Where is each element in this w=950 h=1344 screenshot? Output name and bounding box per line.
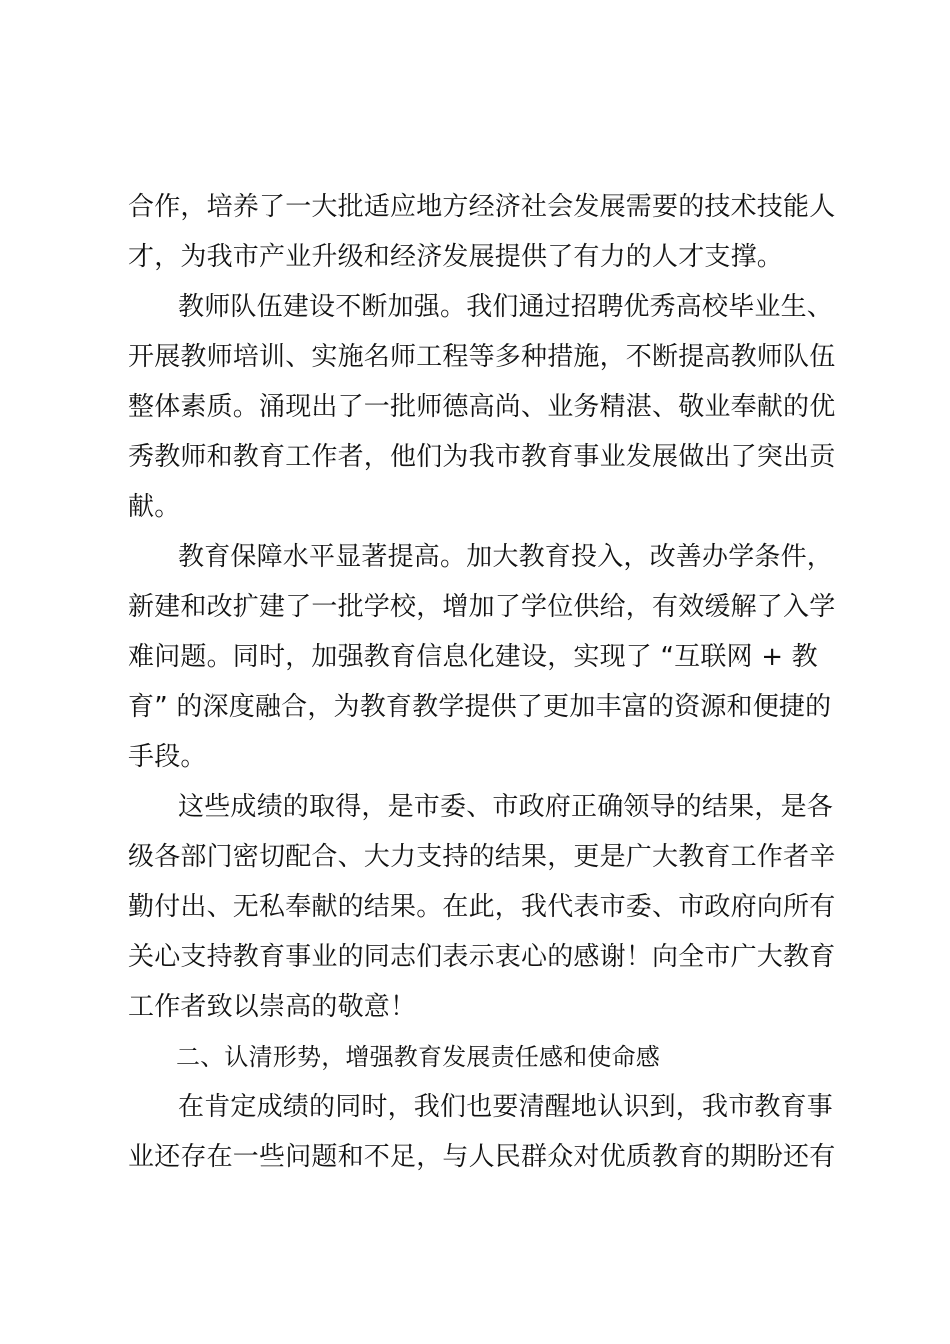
paragraph-start-line: 在肯定成绩的同时，我们也要清醒地认识到，我市教育事 xyxy=(178,1092,834,1122)
text-line: 级各部门密切配合、大力支持的结果，更是广大教育工作者辛 xyxy=(128,842,836,872)
text-line: 整体素质。涌现出了一批师德高尚、业务精湛、敬业奉献的优 xyxy=(128,392,836,422)
text-line: 业还存在一些问题和不足，与人民群众对优质教育的期盼还有 xyxy=(128,1142,836,1172)
text-line: 手段。 xyxy=(128,742,207,772)
text-line: 开展教师培训、实施名师工程等多种措施，不断提高教师队伍 xyxy=(128,342,836,372)
text-line: 秀教师和教育工作者，他们为我市教育事业发展做出了突出贡 xyxy=(128,442,836,472)
text-line: 难问题。同时，加强教育信息化建设，实现了 “互联网 + 教 xyxy=(128,642,818,672)
text-line: 育” 的深度融合，为教育教学提供了更加丰富的资源和便捷的 xyxy=(128,692,832,722)
document-body xyxy=(128,182,834,1182)
text-line: 才，为我市产业升级和经济发展提供了有力的人才支撑。 xyxy=(128,242,784,272)
text-line: 献。 xyxy=(128,492,181,522)
paragraph-start-line: 教育保障水平显著提高。加大教育投入，改善办学条件， xyxy=(178,542,834,572)
text-line: 勤付出、无私奉献的结果。在此，我代表市委、市政府向所有 xyxy=(128,892,836,922)
paragraph-start-line: 教师队伍建设不断加强。我们通过招聘优秀高校毕业生、 xyxy=(178,292,834,322)
text-line: 新建和改扩建了一批学校，增加了学位供给，有效缓解了入学 xyxy=(128,592,836,622)
section-heading: 二、认清形势，增强教育发展责任感和使命感 xyxy=(176,1043,660,1071)
text-line: 合作，培养了一大批适应地方经济社会发展需要的技术技能人 xyxy=(128,192,836,222)
text-line: 关心支持教育事业的同志们表示衷心的感谢！向全市广大教育 xyxy=(128,942,836,972)
text-line: 工作者致以崇高的敬意！ xyxy=(128,992,417,1022)
paragraph-start-line: 这些成绩的取得，是市委、市政府正确领导的结果，是各 xyxy=(178,792,834,822)
